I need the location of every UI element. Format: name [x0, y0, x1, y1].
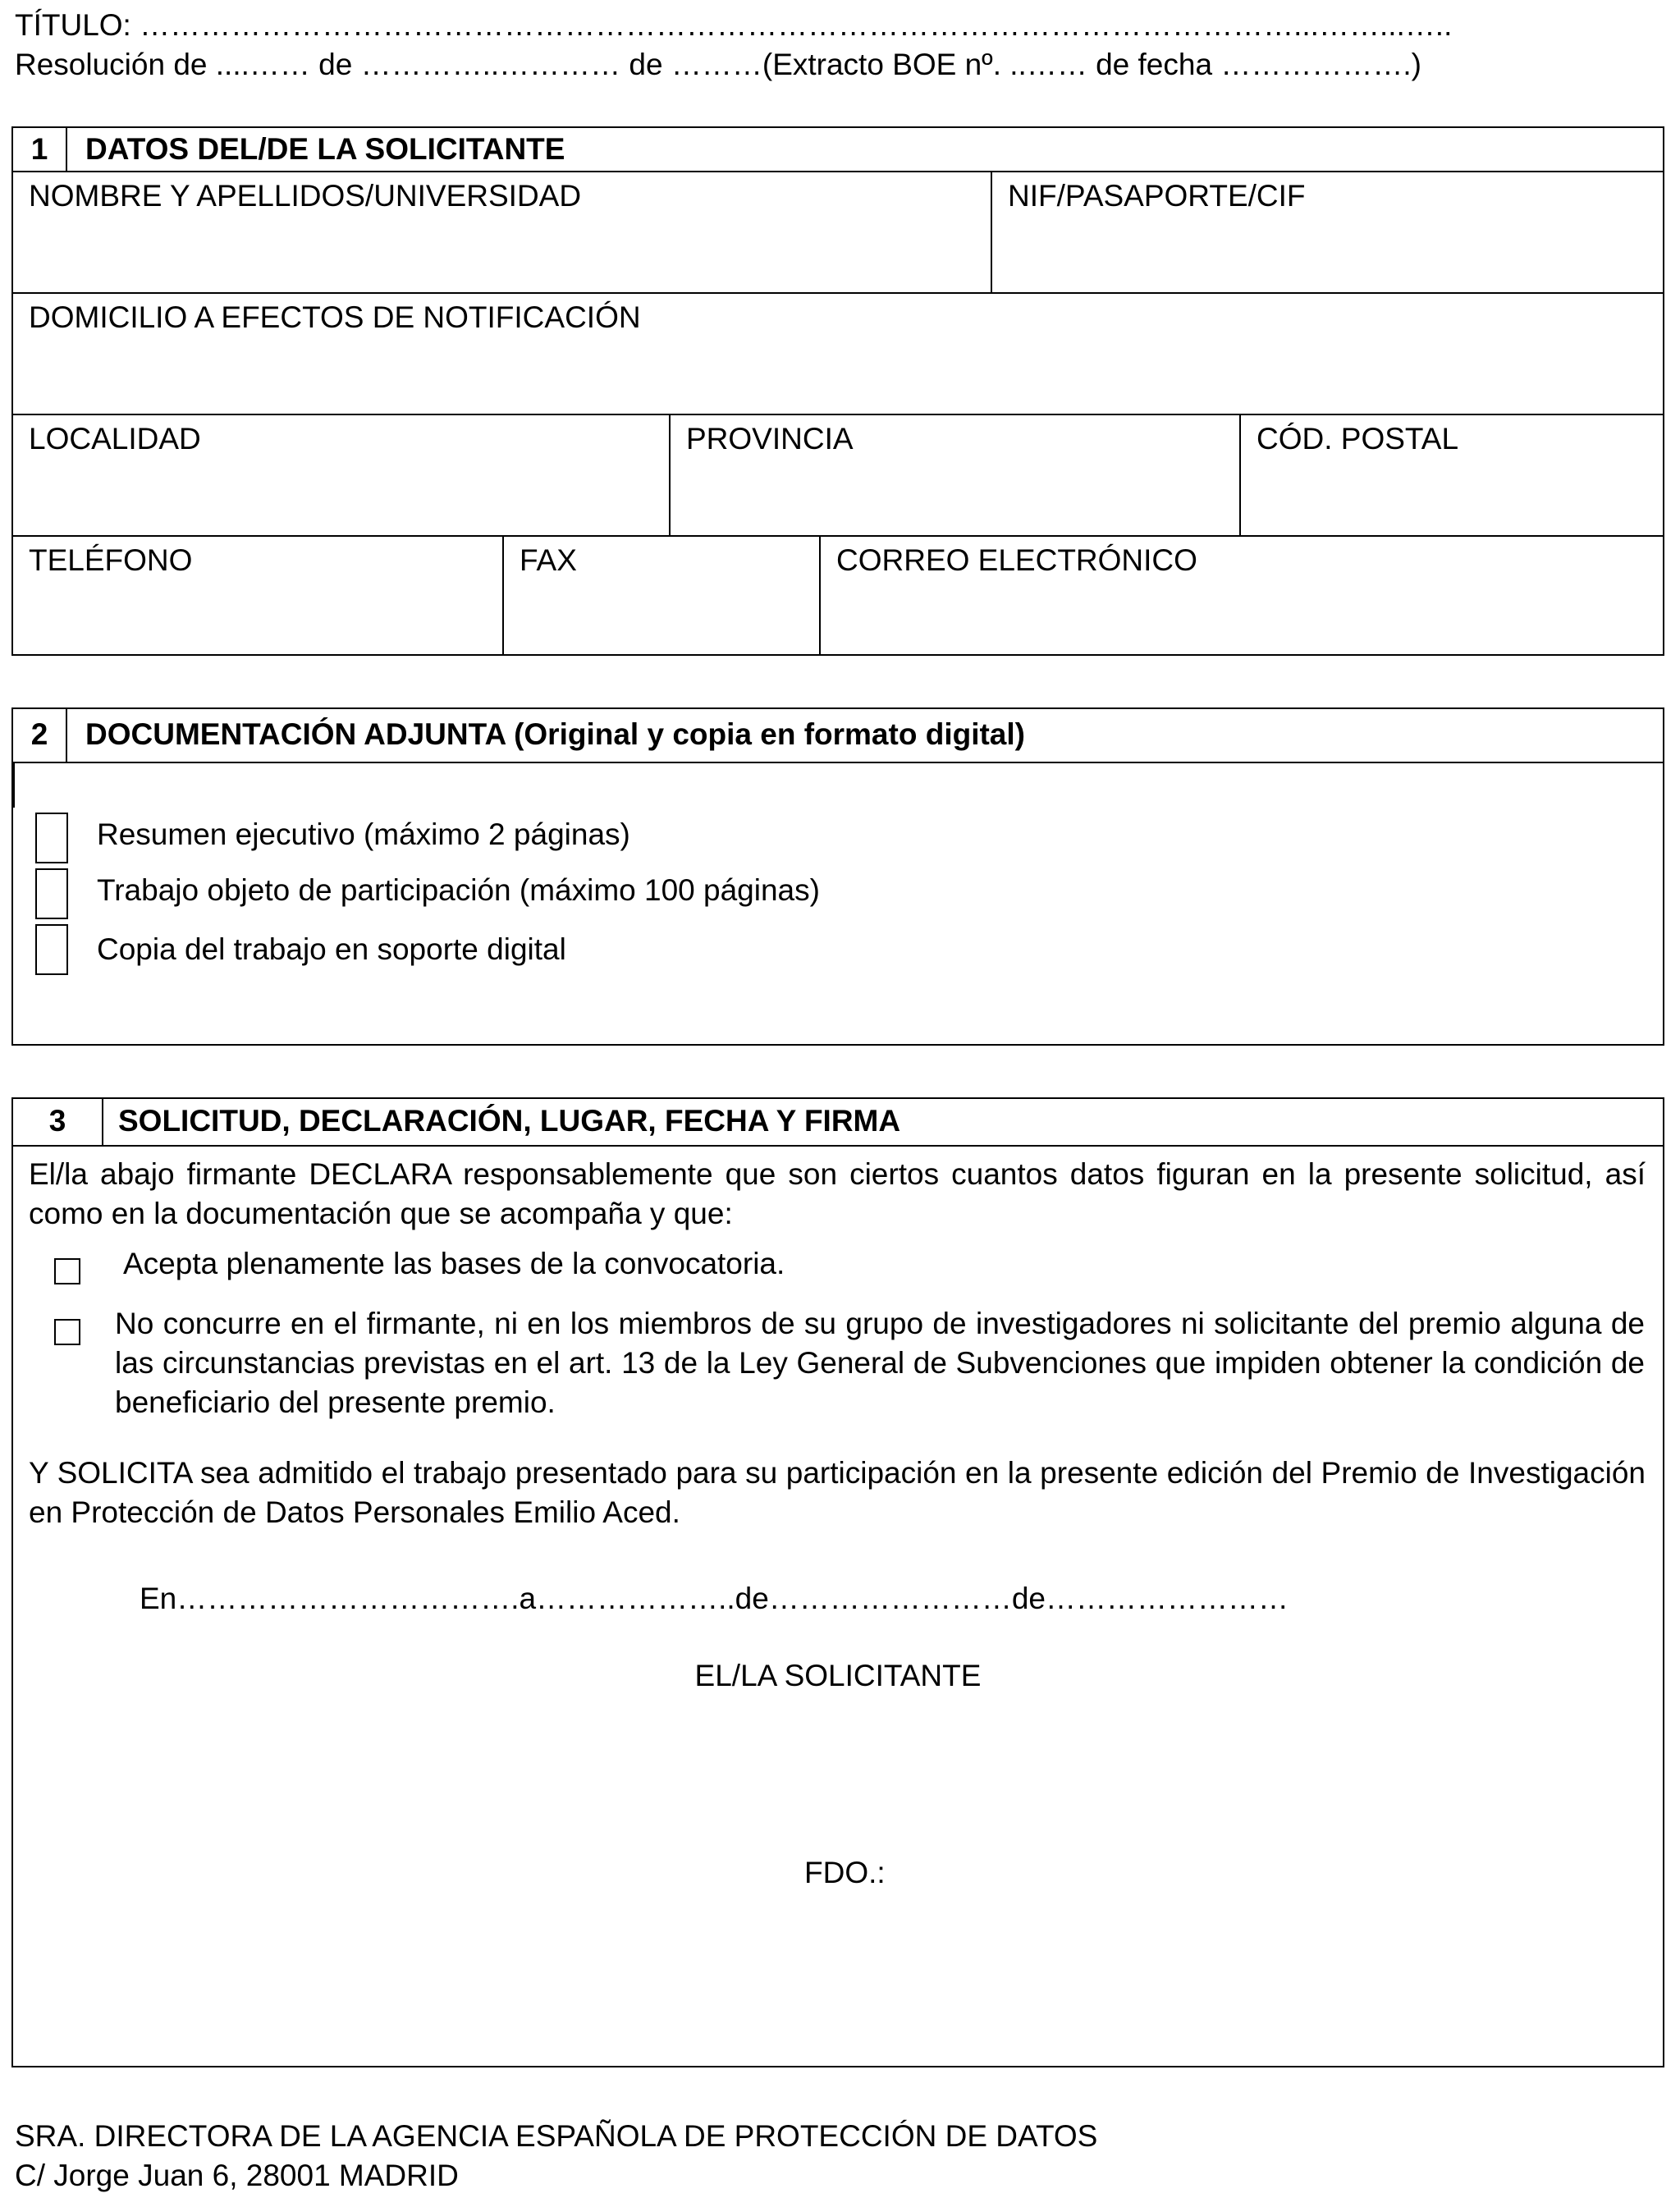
check-no-incompatibility-text: No concurre en el firmante, ni en los miembros de su grupo de investigadores ni solicitante del premio alguna de las circunstancias previstas en el art. 13 de la Ley General de Subvenciones que impiden obtener la condición de beneficiario del presente premio. [115, 1307, 1645, 1419]
section-1-number: 1 [13, 128, 67, 171]
signature-label[interactable]: FDO.: [804, 1856, 886, 1889]
fax-field[interactable] [504, 535, 821, 656]
email-field[interactable] [821, 535, 1663, 656]
checkbox-accept-bases[interactable] [54, 1258, 80, 1284]
section-3-request-signature [11, 1097, 1664, 2067]
check-accept-bases-text: Acepta plenamente las bases de la convocatoria. [123, 1247, 785, 1280]
fax-field-label: FAX [520, 543, 577, 577]
name-field[interactable] [13, 171, 992, 292]
title-line: TÍTULO: ……………………………………………………………………………………………………...……...….. [15, 8, 1453, 42]
request-text: Y SOLICITA sea admitido el trabajo presentado para su participación en la presente edición del Premio de Investigación en Protección de Datos Personales Emilio Aced. [29, 1456, 1646, 1529]
postal-code-field[interactable] [1241, 414, 1663, 535]
row-address [13, 292, 1663, 415]
row-locality [13, 414, 1663, 537]
place-date-line[interactable]: En…………………………….a………………..de……………………de…………………… [140, 1582, 1289, 1615]
checkbox-research-work[interactable] [35, 868, 68, 919]
section-2-left-tick [13, 762, 15, 808]
locality-field-label: LOCALIDAD [29, 422, 201, 456]
section-1-applicant-data [11, 126, 1664, 656]
section-3-title: SOLICITUD, DECLARACIÓN, LUGAR, FECHA Y FIRMA [118, 1104, 901, 1138]
signer-label: EL/LA SOLICITANTE [694, 1659, 982, 1692]
row-name-nif [13, 171, 1663, 294]
section-2-title: DOCUMENTACIÓN ADJUNTA (Original y copia en formato digital) [85, 717, 1025, 751]
section-3-header [13, 1099, 1663, 1147]
item-research-work: Trabajo objeto de participación (máximo 100 páginas) [97, 873, 820, 907]
section-2-number: 2 [13, 709, 67, 762]
item-digital-copy: Copia del trabajo en soporte digital [97, 932, 566, 966]
checkbox-executive-summary[interactable] [35, 813, 68, 863]
checkbox-no-incompatibility[interactable] [54, 1319, 80, 1345]
footer-address: C/ Jorge Juan 6, 28001 MADRID [15, 2159, 459, 2192]
item-executive-summary: Resumen ejecutivo (máximo 2 páginas) [97, 817, 630, 851]
checkbox-digital-copy[interactable] [35, 924, 68, 975]
province-field[interactable] [671, 414, 1241, 535]
province-field-label: PROVINCIA [686, 422, 854, 456]
section-3-number: 3 [13, 1099, 103, 1145]
phone-field[interactable] [13, 535, 504, 656]
resolution-line: Resolución de ....…… de …………..………… de ………(Extracto BOE nº. ..…… de fecha ……………….) [15, 48, 1421, 81]
section-1-header [13, 128, 1663, 172]
footer-addressee: SRA. DIRECTORA DE LA AGENCIA ESPAÑOLA DE PROTECCIÓN DE DATOS [15, 2119, 1098, 2153]
section-2-attached-docs [11, 707, 1664, 1046]
phone-field-label: TELÉFONO [29, 543, 193, 577]
email-field-label: CORREO ELECTRÓNICO [836, 543, 1197, 577]
nif-field[interactable] [992, 171, 1663, 292]
locality-field[interactable] [13, 414, 671, 535]
section-1-title: DATOS DEL/DE LA SOLICITANTE [85, 132, 565, 166]
name-field-label: NOMBRE Y APELLIDOS/UNIVERSIDAD [29, 179, 582, 213]
postal-code-field-label: CÓD. POSTAL [1257, 422, 1459, 456]
nif-field-label: NIF/PASAPORTE/CIF [1008, 179, 1306, 213]
address-field-label: DOMICILIO A EFECTOS DE NOTIFICACIÓN [29, 300, 641, 334]
row-contact [13, 535, 1663, 656]
address-field[interactable] [13, 292, 1663, 414]
declaration-text: El/la abajo firmante DECLARA responsablemente que son ciertos cuantos datos figuran en la presente solicitud, así como en la documentación que se acompaña y que: [29, 1157, 1646, 1230]
section-2-header [13, 709, 1663, 763]
